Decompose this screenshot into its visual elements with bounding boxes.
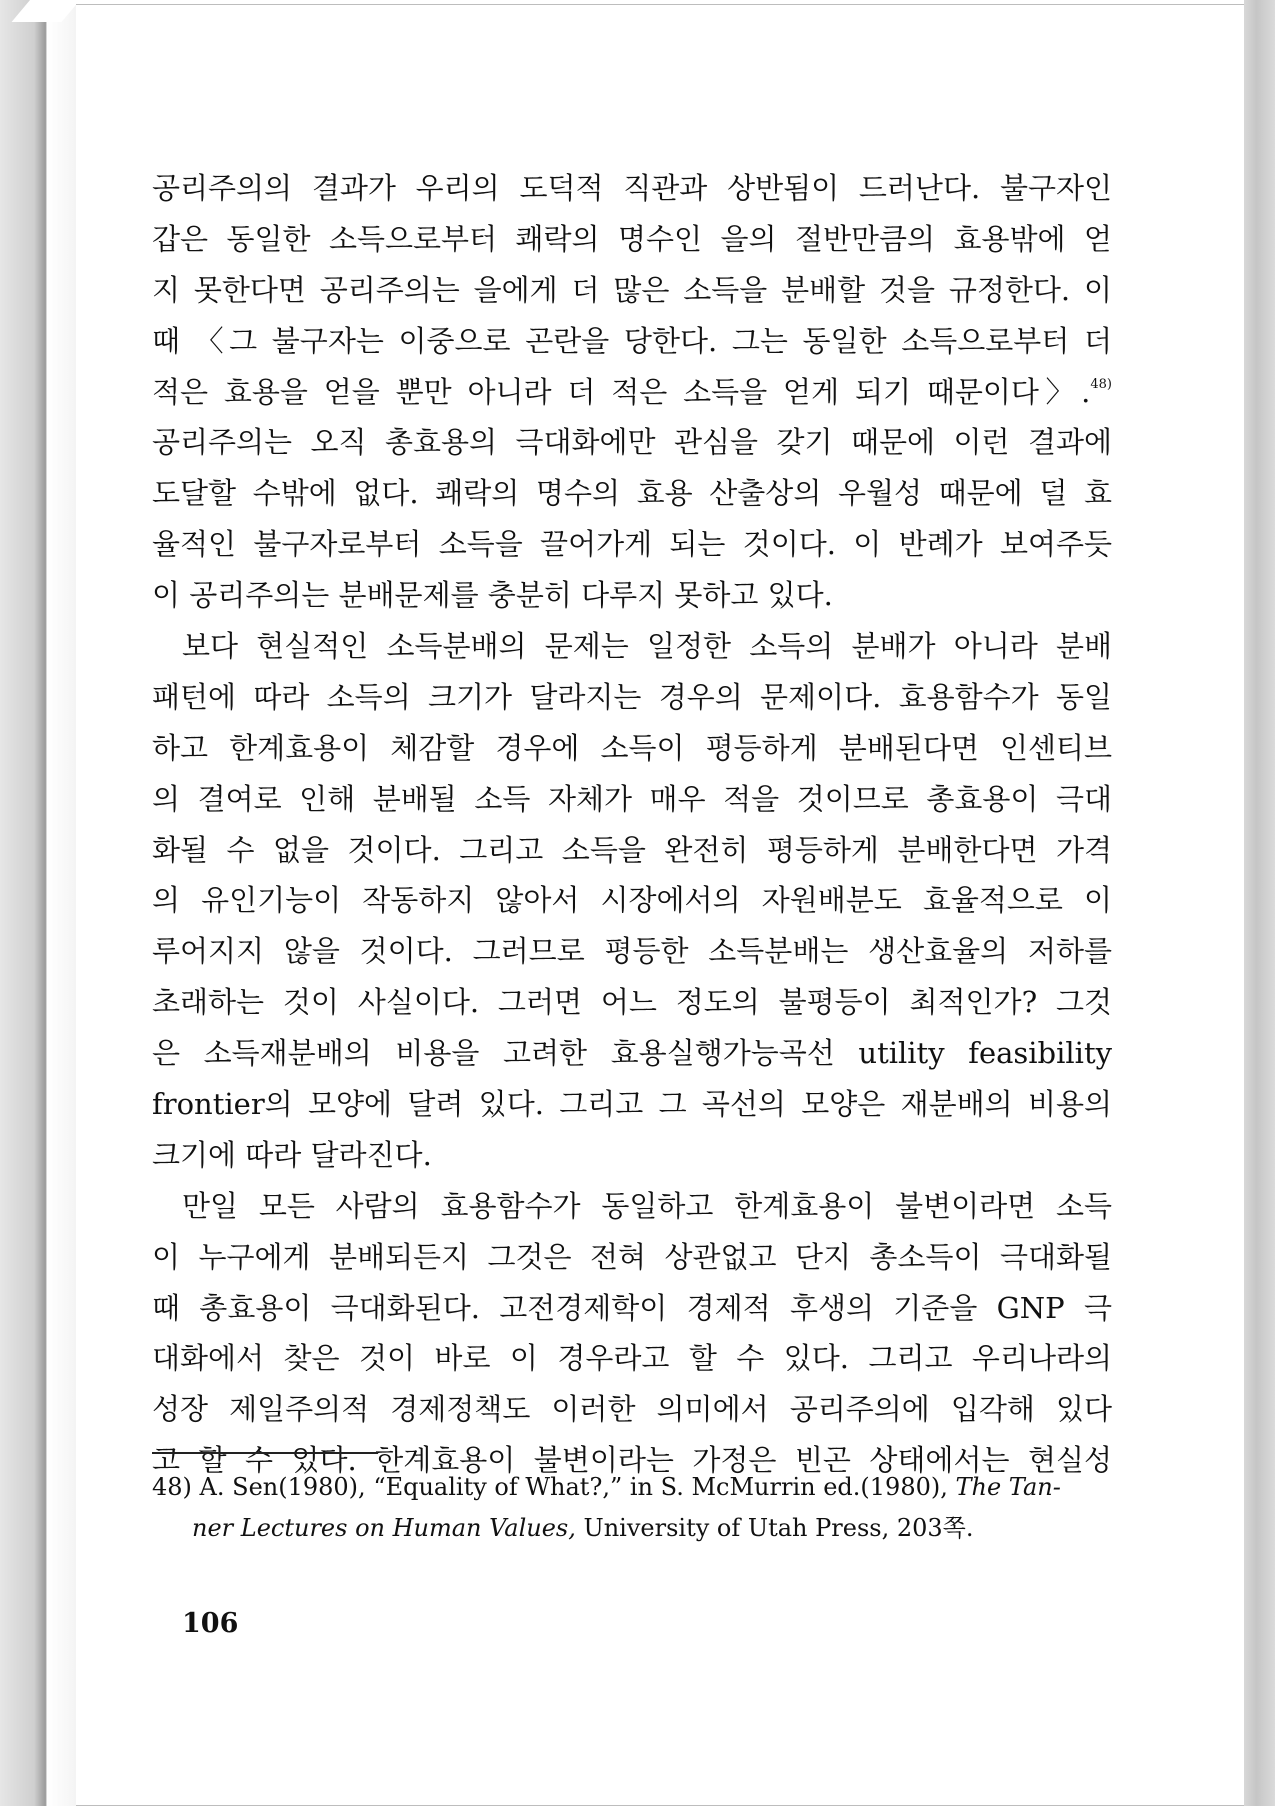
text-line: 이 공리주의는 분배문제를 충분히 다루지 못하고 있다. xyxy=(152,578,833,613)
body-text xyxy=(152,163,1112,1486)
text-line: frontier의 모양에 달려 있다. 그리고 그 곡선의 모양은 재분배의 비용의 xyxy=(152,1087,1112,1122)
book-spine-edge xyxy=(0,0,76,1806)
footnote-line-2 xyxy=(152,1508,1112,1549)
text-line: 때 총효용이 극대화된다. 고전경제학이 경제적 후생의 기준을 GNP 극 xyxy=(152,1290,1112,1325)
footnote-ref: 48) xyxy=(1090,376,1112,392)
footnote-number: 48) xyxy=(152,1473,192,1501)
text-line: 적은 효용을 얻을 뿐만 아니라 더 적은 소득을 얻게 되기 때문이다〉. xyxy=(152,374,1091,409)
text-line: 은 소득재분배의 비용을 고려한 효용실행가능곡선 utility feasibility xyxy=(152,1036,1112,1071)
text-line: 지 못한다면 공리주의는 을에게 더 많은 소득을 분배할 것을 규정한다. 이 xyxy=(152,272,1112,307)
footnote-title: The Tan- xyxy=(955,1473,1061,1501)
text-line: 의 결여로 인해 분배될 소득 자체가 매우 적을 것이므로 총효용이 극대 xyxy=(152,781,1112,816)
text-line: 공리주의는 오직 총효용의 극대화에만 관심을 갖기 때문에 이런 결과에 xyxy=(152,425,1112,460)
text-line: 하고 한계효용이 체감할 경우에 소득이 평등하게 분배된다면 인센티브 xyxy=(152,730,1112,765)
text-line: 성장 제일주의적 경제정책도 이러한 의미에서 공리주의에 입각해 있다 xyxy=(152,1392,1112,1427)
footnote-publisher: University of Utah Press, 203쪽. xyxy=(583,1514,974,1542)
text-line: 루어지지 않을 것이다. 그러므로 평등한 소득분배는 생산효율의 저하를 xyxy=(152,934,1112,969)
text-line: 화될 수 없을 것이다. 그리고 소득을 완전히 평등하게 분배한다면 가격 xyxy=(152,832,1112,867)
page-number: 106 xyxy=(182,1608,239,1639)
text-line-with-footnote-ref xyxy=(152,367,1112,418)
footnote-author: A. Sen(1980), xyxy=(199,1473,366,1501)
footnote-line-1 xyxy=(152,1467,1112,1508)
text-line: 공리주의의 결과가 우리의 도덕적 직관과 상반됨이 드러난다. 불구자인 xyxy=(152,171,1112,205)
footnote-in: in S. McMurrin ed.(1980), xyxy=(629,1473,948,1501)
text-line: 도달할 수밖에 없다. 쾌락의 명수의 효용 산출상의 우월성 때문에 덜 효 xyxy=(152,476,1112,511)
footnote xyxy=(152,1467,1112,1549)
text-line: 때 〈그 불구자는 이중으로 곤란을 당한다. 그는 동일한 소득으로부터 더 xyxy=(152,323,1112,358)
text-line: 갑은 동일한 소득으로부터 쾌락의 명수인 을의 절반만큼의 효용밖에 얻 xyxy=(152,221,1112,256)
text-line: 대화에서 찾은 것이 바로 이 경우라고 할 수 있다. 그리고 우리나라의 xyxy=(152,1341,1112,1376)
book-right-edge xyxy=(1244,0,1275,1806)
text-line: 패턴에 따라 소득의 크기가 달라지는 경우의 문제이다. 효용함수가 동일 xyxy=(152,679,1112,714)
text-line: 이 누구에게 분배되든지 그것은 전혀 상관없고 단지 총소득이 극대화될 xyxy=(152,1239,1112,1274)
paragraph-start: 만일 모든 사람의 효용함수가 동일하고 한계효용이 불변이라면 소득 xyxy=(182,1188,1112,1223)
text-line: 의 유인기능이 작동하지 않아서 시장에서의 자원배분도 효율적으로 이 xyxy=(152,883,1112,918)
footnote-title: ner Lectures on Human Values, xyxy=(192,1514,576,1542)
footnote-divider xyxy=(152,1452,378,1454)
text-line: 초래하는 것이 사실이다. 그러면 어느 정도의 불평등이 최적인가? 그것 xyxy=(152,985,1112,1020)
footnote-article: “Equality of What?,” xyxy=(373,1473,623,1501)
text-line: 고 할 수 있다. 한계효용이 불변이라는 가정은 빈곤 상태에서는 현실성 xyxy=(152,1443,1112,1478)
paragraph-start: 보다 현실적인 소득분배의 문제는 일정한 소득의 분배가 아니라 분배 xyxy=(182,629,1112,664)
text-line: 크기에 따라 달라진다. xyxy=(152,1137,432,1172)
text-line: 율적인 불구자로부터 소득을 끌어가게 되는 것이다. 이 반례가 보여주듯 xyxy=(152,527,1112,562)
